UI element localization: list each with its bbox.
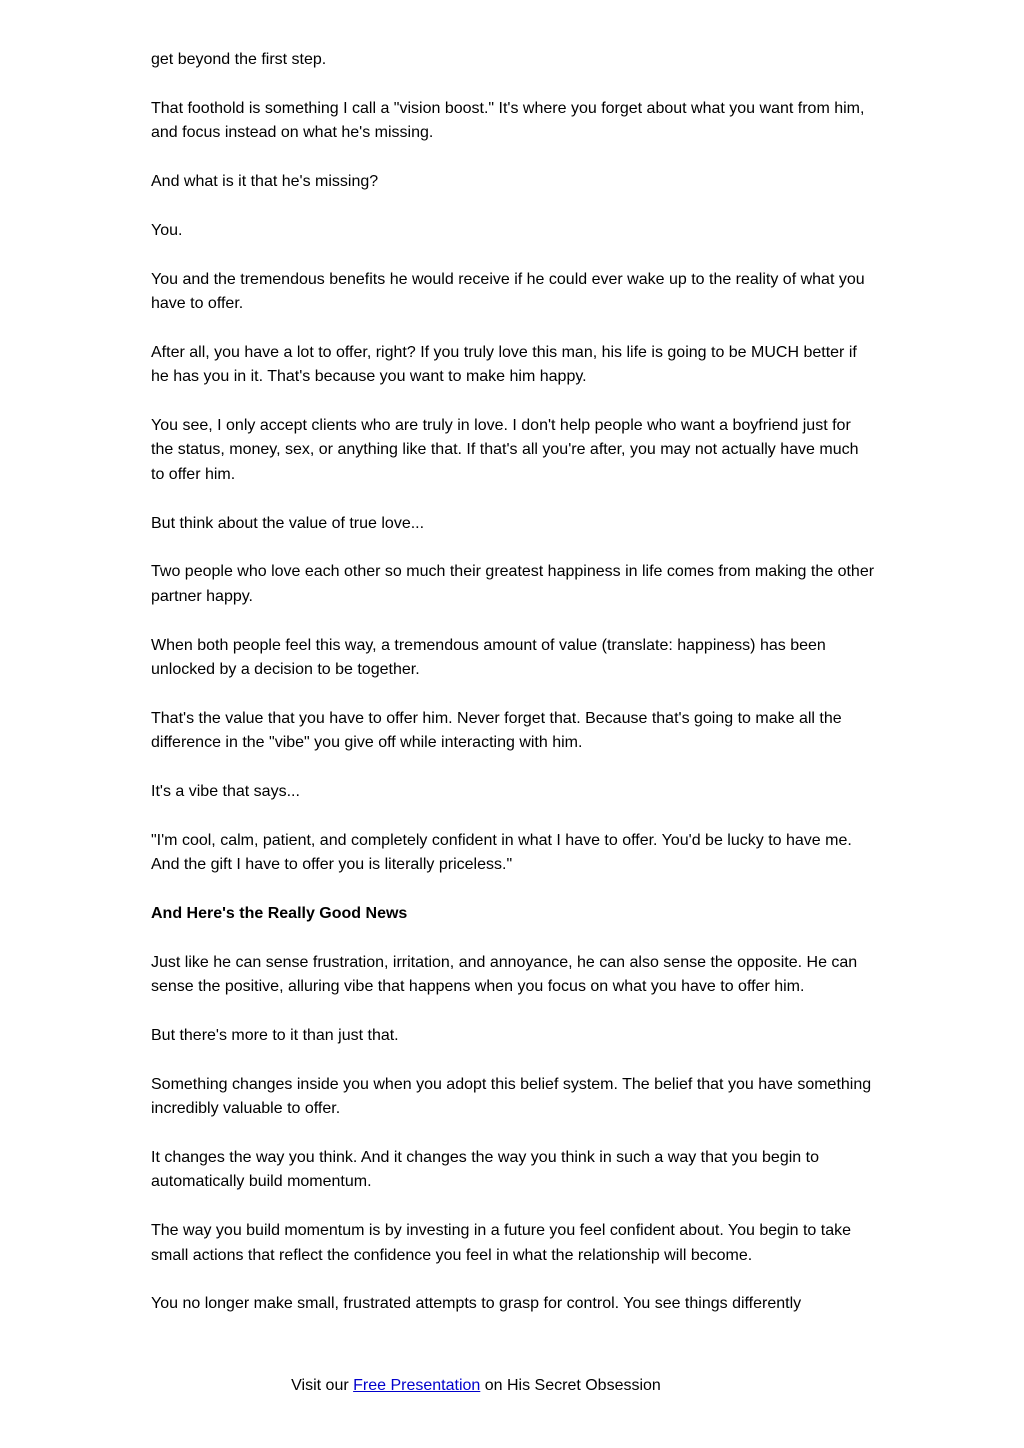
paragraph: get beyond the first step. — [151, 51, 327, 68]
paragraph: That foothold is something I call a "vision boost." It's where you forget about what you want from him, and focus instead on what he's missing. — [151, 99, 865, 142]
paragraph: You and the tremendous benefits he would receive if he could ever wake up to the reality of what you have to offer. — [151, 270, 865, 312]
footer-suffix: on His Secret Obsession — [480, 1377, 661, 1394]
paragraph: Just like he can sense frustration, irritation, and annoyance, he can also sense the opposite. He can sense the positive, alluring vibe that happens when you focus on what you have to offer him. — [151, 953, 858, 996]
paragraph: After all, you have a lot to offer, right? If you truly love this man, his life is going to be MUCH better if he has you in it. That's because you want to make him happy. — [151, 343, 857, 386]
paragraph: Something changes inside you when you adopt this belief system. The belief that you have something incredibly valuable to offer. — [151, 1075, 872, 1118]
document-body — [151, 48, 875, 1341]
free-presentation-link[interactable]: Free Presentation — [353, 1377, 481, 1394]
paragraph: "I'm cool, calm, patient, and completely confident in what I have to offer. You'd be lucky to have me. And the gift I have to offer you is literally priceless." — [151, 831, 852, 874]
paragraph: That's the value that you have to offer him. Never forget that. Because that's going to make all the difference in the "vibe" you give off while interacting with him. — [151, 709, 842, 752]
paragraph: You see, I only accept clients who are truly in love. I don't help people who want a boyfriend just for the status, money, sex, or anything like that. If that's all you're after, you may not actually have much to offer him. — [151, 417, 859, 483]
paragraph: And what is it that he's missing? — [151, 173, 379, 190]
paragraph: When both people feel this way, a tremendous amount of value (translate: happiness) has been unlocked by a decision to be together. — [151, 636, 826, 679]
paragraph: The way you build momentum is by investing in a future you feel confident about. You begin to take small actions that reflect the confidence you feel in what the relationship will become. — [151, 1222, 851, 1264]
paragraph: But there's more to it than just that. — [151, 1027, 399, 1045]
paragraph: But think about the value of true love... — [151, 514, 425, 532]
section-heading: And Here's the Really Good News — [151, 905, 408, 923]
paragraph: It's a vibe that says... — [151, 783, 300, 801]
paragraph: You no longer make small, frustrated attempts to grasp for control. You see things differently — [151, 1295, 802, 1313]
page-footer — [0, 1374, 952, 1398]
paragraph: Two people who love each other so much their greatest happiness in life comes from making the other partner happy. — [151, 563, 875, 605]
paragraph: It changes the way you think. And it changes the way you think in such a way that you begin to automatically build momentum. — [151, 1149, 819, 1191]
footer-prefix: Visit our — [291, 1377, 354, 1394]
paragraph: You. — [151, 221, 183, 239]
